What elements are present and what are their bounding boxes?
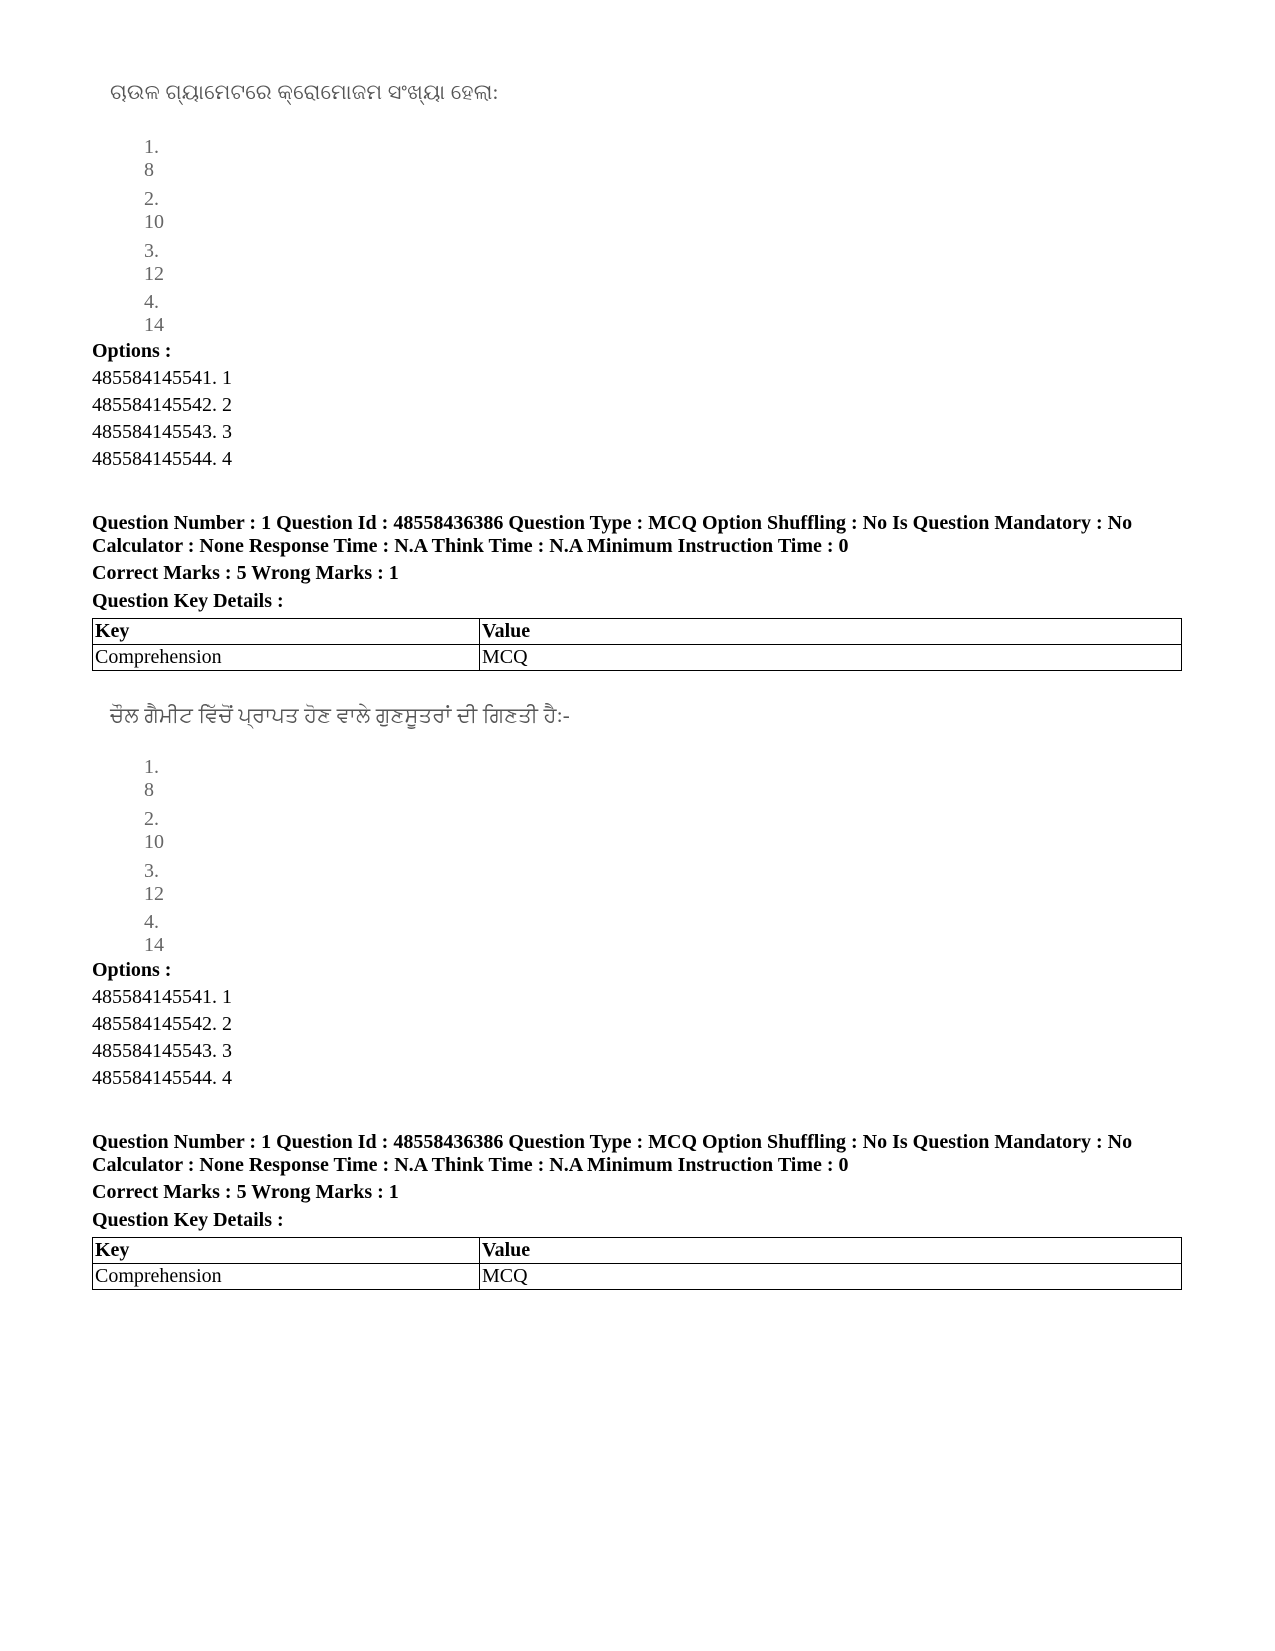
image-option-3: 3. 12	[144, 860, 164, 905]
table-header-row	[93, 619, 1182, 645]
image-option-2: 2. 10	[144, 188, 164, 233]
question-meta	[92, 1131, 1212, 1177]
marks-line: Correct Marks : 5 Wrong Marks : 1	[92, 1181, 399, 1203]
option-line-2: 485584145542. 2	[92, 394, 232, 416]
option-line-3: 485584145543. 3	[92, 421, 232, 443]
marks-line: Correct Marks : 5 Wrong Marks : 1	[92, 562, 399, 584]
key-details-label: Question Key Details :	[92, 1209, 284, 1231]
image-option-2: 2. 10	[144, 808, 164, 853]
option-line-4: 485584145544. 4	[92, 1067, 232, 1089]
table-header-row	[93, 1238, 1182, 1264]
option-line-1: 485584145541. 1	[92, 367, 232, 389]
table-header-value: Value	[480, 1238, 1182, 1264]
table-cell-key: Comprehension	[93, 1264, 480, 1290]
image-option-4: 4. 14	[144, 911, 164, 956]
question-stem: ਚੌਲ ਗੈਮੀਟ ਵਿੱਚੋਂ ਪ੍ਰਾਪਤ ਹੋਣ ਵਾਲੇ ਗੁਣਸੂਤਰਾਂ ਦੀ ਗਿਣਤੀ ਹੈ:-	[110, 703, 570, 727]
question-meta-line1: Question Number : 1 Question Id : 48558436386 Question Type : MCQ Option Shuffling : No Is Question Mandatory : No	[92, 512, 1133, 534]
question-stem: ଚାଉଳ ଗ୍ୟାମେଟରେ କ୍ରୋମୋଜମ ସଂଖ୍ୟା ହେଲା:	[110, 80, 499, 104]
table-header-value: Value	[480, 619, 1182, 645]
key-details-table	[92, 1237, 1182, 1290]
question-meta	[92, 512, 1212, 558]
options-label: Options :	[92, 959, 172, 981]
table-cell-key: Comprehension	[93, 645, 480, 671]
option-line-4: 485584145544. 4	[92, 448, 232, 470]
question-meta-line1: Question Number : 1 Question Id : 48558436386 Question Type : MCQ Option Shuffling : No Is Question Mandatory : No	[92, 1131, 1133, 1153]
option-line-1: 485584145541. 1	[92, 986, 232, 1008]
image-option-1: 1. 8	[144, 756, 159, 801]
image-option-1: 1. 8	[144, 136, 159, 181]
option-line-2: 485584145542. 2	[92, 1013, 232, 1035]
table-header-key: Key	[93, 619, 480, 645]
table-cell-value: MCQ	[480, 1264, 1182, 1290]
image-option-3: 3. 12	[144, 240, 164, 285]
options-label: Options :	[92, 340, 172, 362]
option-line-3: 485584145543. 3	[92, 1040, 232, 1062]
image-option-4: 4. 14	[144, 291, 164, 336]
table-row	[93, 645, 1182, 671]
key-details-table	[92, 618, 1182, 671]
table-header-key: Key	[93, 1238, 480, 1264]
table-cell-value: MCQ	[480, 645, 1182, 671]
table-row	[93, 1264, 1182, 1290]
question-meta-line2: Calculator : None Response Time : N.A Think Time : N.A Minimum Instruction Time : 0	[92, 535, 849, 557]
question-meta-line2: Calculator : None Response Time : N.A Think Time : N.A Minimum Instruction Time : 0	[92, 1154, 849, 1176]
key-details-label: Question Key Details :	[92, 590, 284, 612]
